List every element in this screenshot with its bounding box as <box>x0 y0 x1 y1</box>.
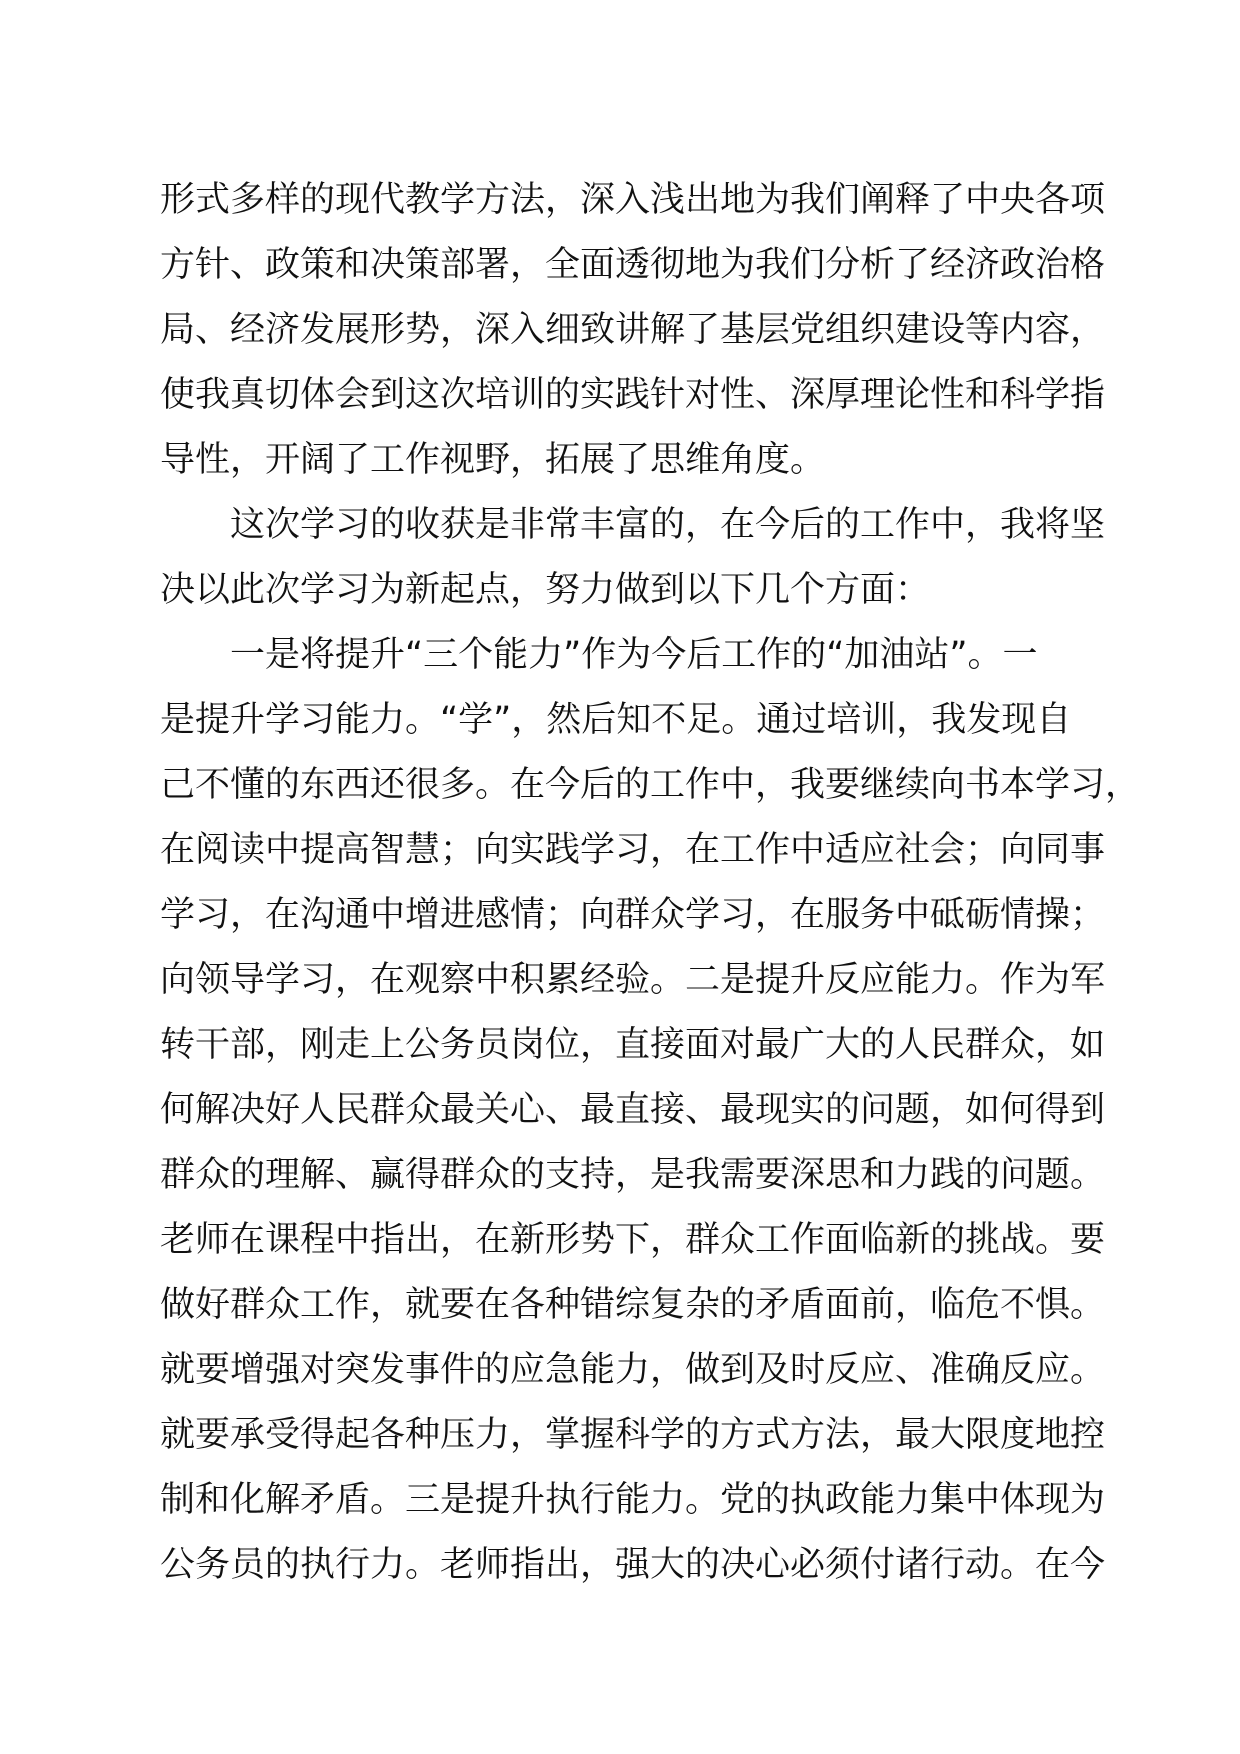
text-line: 己不懂的东西还很多。在今后的工作中，我要继续向书本学习， <box>160 765 1141 805</box>
text-line: 导性，开阔了工作视野，拓展了思维角度。 <box>160 440 826 480</box>
text-line: 向领导学习，在观察中积累经验。二是提升反应能力。作为军 <box>160 960 1106 1000</box>
text-line: 制和化解矛盾。三是提升执行能力。党的执政能力集中体现为 <box>160 1480 1106 1520</box>
text-line: 何解决好人民群众最关心、最直接、最现实的问题，如何得到 <box>160 1090 1106 1130</box>
text-line: 做好群众工作，就要在各种错综复杂的矛盾面前，临危不惧。 <box>160 1285 1106 1325</box>
text-line: 老师在课程中指出，在新形势下，群众工作面临新的挑战。要 <box>160 1220 1106 1260</box>
text-line: 决以此次学习为新起点，努力做到以下几个方面： <box>160 570 931 610</box>
text-line: 在阅读中提高智慧；向实践学习，在工作中适应社会；向同事 <box>160 830 1106 870</box>
text-line: 转干部，刚走上公务员岗位，直接面对最广大的人民群众，如 <box>160 1025 1106 1065</box>
text-line: 就要承受得起各种压力，掌握科学的方式方法，最大限度地控 <box>160 1415 1106 1455</box>
text-line: 形式多样的现代教学方法，深入浅出地为我们阐释了中央各项 <box>160 180 1106 220</box>
text-line: 方针、政策和决策部署，全面透彻地为我们分析了经济政治格 <box>160 245 1106 285</box>
text-line: 公务员的执行力。老师指出，强大的决心必须付诸行动。在今 <box>160 1545 1106 1585</box>
paragraph-start-line: 这次学习的收获是非常丰富的，在今后的工作中，我将坚 <box>230 505 1106 545</box>
paragraph-start-line: 一是将提升“三个能力”作为今后工作的“加油站”。一 <box>230 635 1038 675</box>
body-text <box>160 168 1141 1598</box>
text-line: 学习，在沟通中增进感情；向群众学习，在服务中砥砺情操； <box>160 895 1106 935</box>
text-line: 局、经济发展形势，深入细致讲解了基层党组织建设等内容， <box>160 310 1106 350</box>
text-line: 是提升学习能力。“学”，然后知不足。通过培训，我发现自 <box>160 700 1072 740</box>
text-line: 使我真切体会到这次培训的实践针对性、深厚理论性和科学指 <box>160 375 1106 415</box>
text-line: 就要增强对突发事件的应急能力，做到及时反应、准确反应。 <box>160 1350 1106 1390</box>
text-line: 群众的理解、赢得群众的支持，是我需要深思和力践的问题。 <box>160 1155 1106 1195</box>
